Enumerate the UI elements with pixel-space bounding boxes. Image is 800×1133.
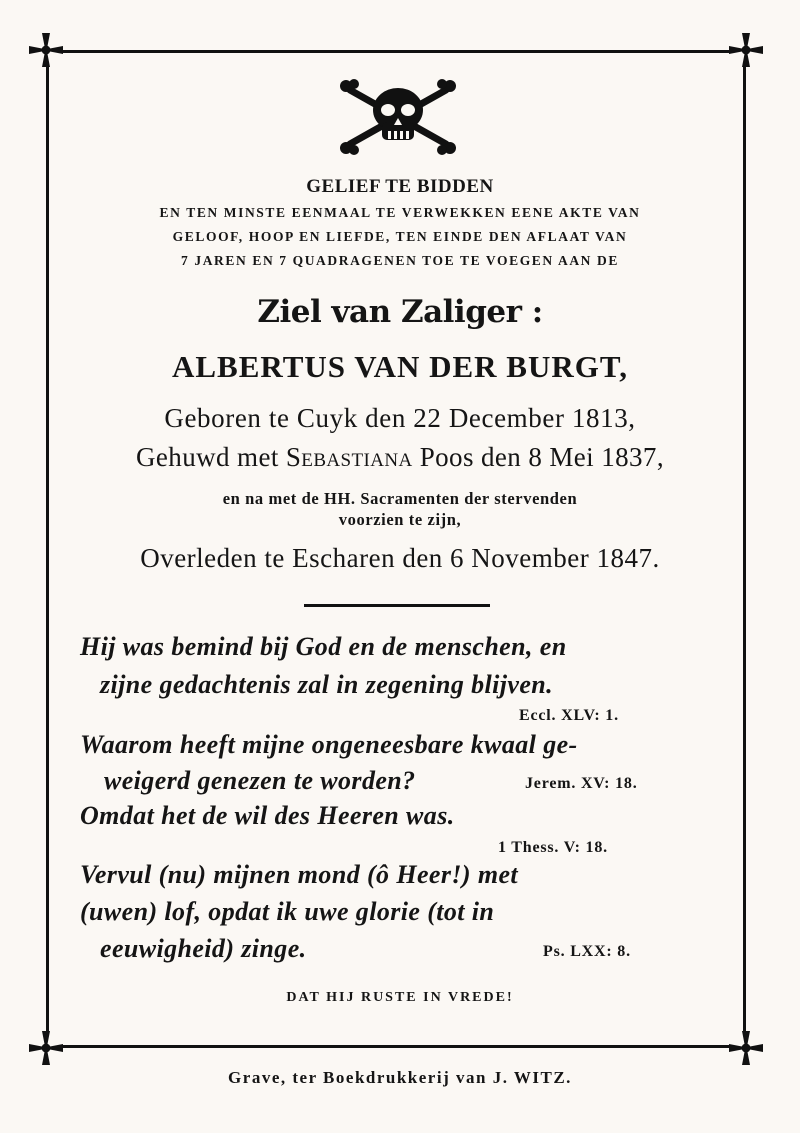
soul-of-deceased-label: Ziel van Zaliger : bbox=[257, 294, 543, 330]
verse-2-reference: Jerem. XV: 18. bbox=[525, 775, 638, 792]
marriage-line bbox=[0, 442, 800, 473]
cross-pattee-icon bbox=[729, 33, 763, 67]
card-heading: GELIEF TE BIDDEN bbox=[306, 176, 494, 197]
skull-crossbones-icon bbox=[336, 78, 460, 156]
spouse-first-name: Sebastiana bbox=[285, 442, 413, 472]
border-top-line bbox=[60, 50, 732, 53]
intro-line-3: 7 JAREN EN 7 QUADRAGENEN TOE TE VOEGEN AAN DE bbox=[181, 253, 619, 268]
deceased-name: ALBERTUS VAN DER BURGT, bbox=[171, 349, 629, 384]
verse-4-line-1: Vervul (nu) mijnen mond (ô Heer!) met bbox=[80, 860, 519, 889]
divider-rule bbox=[304, 604, 490, 607]
intro-line-2: GELOOF, HOOP EN LIEFDE, TEN EINDE DEN AFLAAT VAN bbox=[172, 229, 628, 244]
verse-4-line-3: eeuwigheid) zinge. bbox=[100, 934, 307, 963]
verse-2-line-1: Waarom heeft mijne ongeneesbare kwaal ge- bbox=[80, 730, 578, 759]
cross-pattee-icon bbox=[29, 33, 63, 67]
verse-1-line-2: zijne gedachtenis zal in zegening blijven. bbox=[100, 670, 554, 699]
border-bottom-line bbox=[60, 1045, 732, 1048]
cross-pattee-icon bbox=[729, 1031, 763, 1065]
verse-4-line-2: (uwen) lof, opdat ik uwe glorie (tot in bbox=[80, 897, 495, 926]
sacraments-line-2: voorzien te zijn, bbox=[338, 510, 462, 529]
verse-4-reference: Ps. LXX: 8. bbox=[543, 943, 631, 960]
death-line: Overleden te Escharen den 6 November 1847. bbox=[140, 543, 660, 573]
verse-1-line-1: Hij was bemind bij God en de menschen, en bbox=[80, 632, 567, 661]
birth-line: Geboren te Cuyk den 22 December 1813, bbox=[164, 403, 636, 433]
sacraments-line-1: en na met de HH. Sacramenten der stervenden bbox=[222, 489, 578, 508]
cross-pattee-icon bbox=[29, 1031, 63, 1065]
intro-line-1: EN TEN MINSTE EENMAAL TE VERWEKKEN EENE AKTE VAN bbox=[159, 205, 641, 220]
verse-1-reference: Eccl. XLV: 1. bbox=[519, 707, 619, 724]
verse-3-line-1: Omdat het de wil des Heeren was. bbox=[80, 801, 455, 830]
rest-in-peace-line: DAT HIJ RUSTE IN VREDE! bbox=[286, 990, 514, 1005]
verse-3-reference: 1 Thess. V: 18. bbox=[498, 839, 608, 856]
printer-imprint: Grave, ter Boekdrukkerij van J. WITZ. bbox=[228, 1068, 572, 1087]
marriage-prefix: Gehuwd met bbox=[136, 442, 286, 472]
verse-2-line-2: weigerd genezen te worden? bbox=[104, 766, 416, 795]
marriage-suffix: Poos den 8 Mei 1837, bbox=[412, 442, 664, 472]
